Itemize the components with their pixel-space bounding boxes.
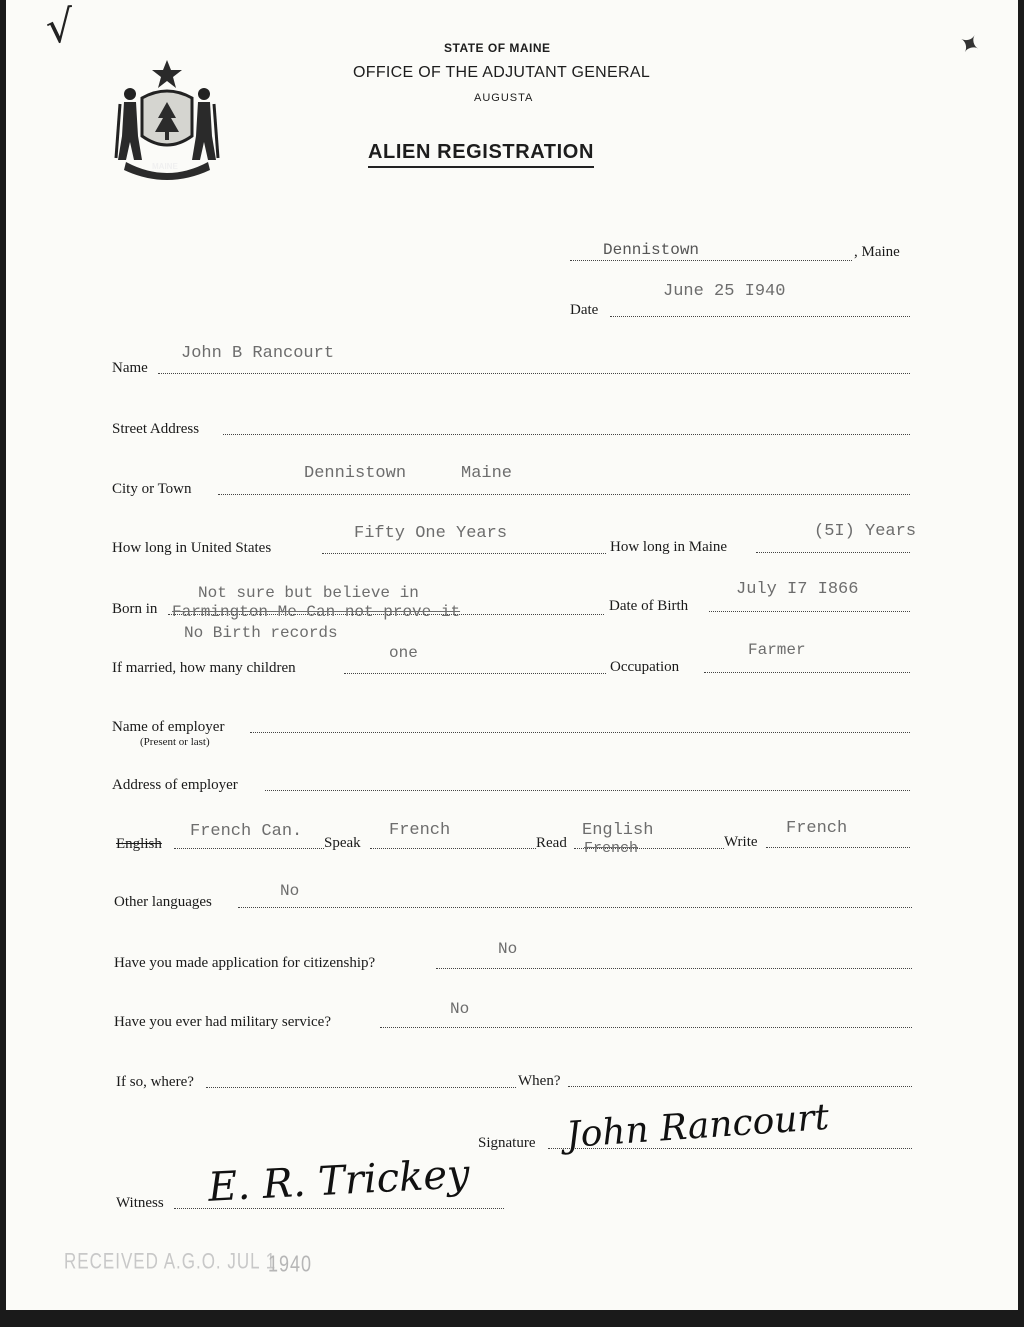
maine-years-label: How long in Maine: [610, 539, 728, 555]
us-years-value: Fifty One Years: [354, 524, 508, 543]
born-in-line3: No Birth records: [184, 624, 338, 642]
citizenship-value: No: [498, 940, 518, 958]
received-stamp-year: 1940: [268, 1250, 313, 1277]
applicant-signature: John Rancourt: [564, 1096, 831, 1157]
maine-years-value: (5I) Years: [814, 522, 917, 541]
name-value: John B Rancourt: [181, 344, 335, 363]
signature-label: Signature: [478, 1135, 536, 1151]
witness-label: Witness: [116, 1195, 164, 1211]
write-value: French: [786, 819, 848, 838]
header-city: AUGUSTA: [474, 92, 534, 104]
registration-form: [6, 0, 1018, 1310]
children-label: If married, how many children: [112, 660, 296, 676]
read-value-2: French: [584, 840, 639, 857]
location-town-value: Dennistown: [603, 241, 700, 259]
english-label: English: [116, 836, 162, 852]
citizenship-label: Have you made application for citizenship?: [114, 955, 376, 971]
city-town-value: Dennistown: [304, 464, 407, 483]
received-stamp: RECEIVED A.G.O. JUL 1: [64, 1249, 277, 1274]
city-state-value: Maine: [461, 464, 513, 483]
employer-label: Name of employer: [112, 719, 225, 735]
write-label: Write: [724, 834, 758, 850]
location-suffix: , Maine: [854, 244, 900, 260]
other-languages-value: No: [280, 882, 300, 900]
date-value: June 25 I940: [663, 282, 786, 301]
born-in-label: Born in: [112, 601, 158, 617]
occupation-value: Farmer: [748, 641, 806, 659]
city-label: City or Town: [112, 481, 192, 497]
military-label: Have you ever had military service?: [114, 1014, 331, 1030]
state-seal-logo: [112, 58, 222, 184]
born-in-line2: Farmington Me Can not prove it: [172, 603, 461, 621]
employer-address-label: Address of employer: [112, 777, 238, 793]
header-office: OFFICE OF THE ADJUTANT GENERAL: [353, 64, 651, 81]
military-value: No: [450, 1000, 470, 1018]
dob-label: Date of Birth: [609, 598, 689, 614]
employer-sublabel: (Present or last): [140, 736, 210, 748]
dob-value: July I7 I866: [736, 580, 859, 599]
witness-signature: E. R. Trickey: [206, 1151, 471, 1211]
read-value-1: English: [582, 821, 654, 840]
read-label: Read: [536, 835, 567, 851]
speak-label: Speak: [324, 835, 361, 851]
where-label: If so, where?: [116, 1074, 194, 1090]
occupation-label: Occupation: [610, 659, 680, 675]
corner-mark: ✦: [951, 26, 986, 64]
check-mark: √: [43, 0, 77, 55]
speak-value: French: [389, 821, 451, 840]
us-years-label: How long in United States: [112, 540, 272, 556]
seal-banner-text: MAINE: [152, 162, 178, 171]
nationality-overtype: French Can.: [190, 822, 303, 841]
children-value: one: [389, 644, 418, 662]
header-state: STATE OF MAINE: [444, 41, 551, 55]
when-label: When?: [518, 1073, 561, 1089]
born-in-line1: Not sure but believe in: [198, 584, 419, 602]
name-label: Name: [112, 360, 148, 376]
form-title: ALIEN REGISTRATION: [368, 141, 594, 168]
date-label: Date: [570, 302, 599, 318]
street-label: Street Address: [112, 421, 200, 437]
other-languages-label: Other languages: [114, 894, 212, 910]
